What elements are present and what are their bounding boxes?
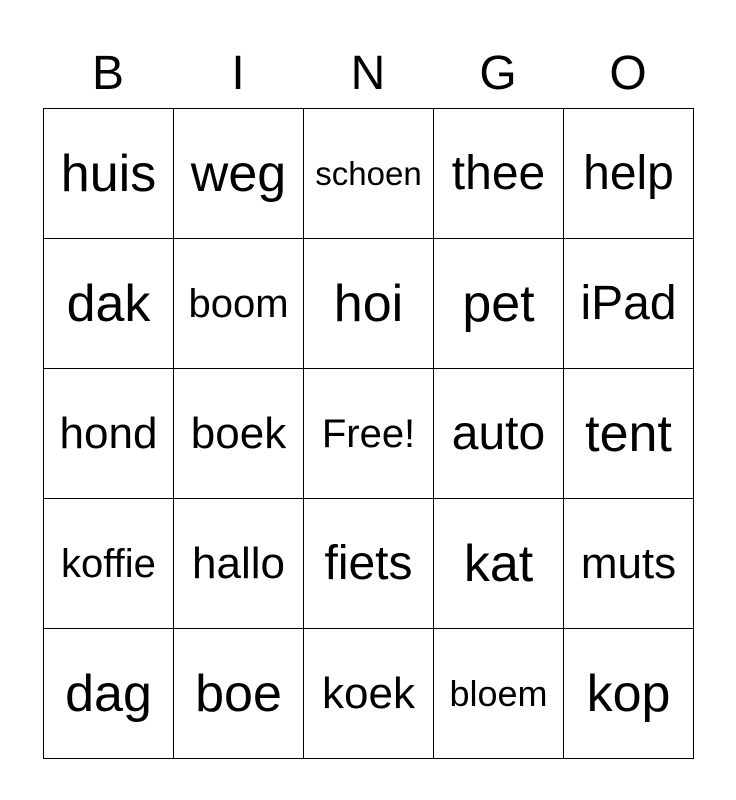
header-letter-g: G bbox=[479, 47, 517, 100]
bingo-grid bbox=[43, 108, 694, 759]
bingo-cell-r3c3-free[interactable]: Free! bbox=[304, 369, 434, 499]
bingo-cell-r2c2[interactable]: boom bbox=[174, 239, 304, 369]
bingo-cell-r3c5[interactable]: tent bbox=[564, 369, 694, 499]
bingo-cell-r5c2[interactable]: boe bbox=[174, 629, 304, 759]
bingo-cell-r1c4[interactable]: thee bbox=[434, 109, 564, 239]
bingo-cell-r1c3[interactable]: schoen bbox=[304, 109, 434, 239]
header-letter-i: I bbox=[231, 47, 245, 100]
bingo-cell-r3c2[interactable]: boek bbox=[174, 369, 304, 499]
bingo-cell-r1c2[interactable]: weg bbox=[174, 109, 304, 239]
bingo-cell-r3c1[interactable]: hond bbox=[44, 369, 174, 499]
bingo-cell-r1c1[interactable]: huis bbox=[44, 109, 174, 239]
bingo-cell-r5c1[interactable]: dag bbox=[44, 629, 174, 759]
bingo-cell-r5c3[interactable]: koek bbox=[304, 629, 434, 759]
bingo-cell-r4c4[interactable]: kat bbox=[434, 499, 564, 629]
header-letter-o: O bbox=[609, 47, 647, 100]
bingo-cell-r5c4[interactable]: bloem bbox=[434, 629, 564, 759]
header-letter-n: N bbox=[350, 47, 386, 100]
bingo-cell-r1c5[interactable]: help bbox=[564, 109, 694, 239]
bingo-cell-r4c5[interactable]: muts bbox=[564, 499, 694, 629]
bingo-cell-r5c5[interactable]: kop bbox=[564, 629, 694, 759]
bingo-cell-r4c2[interactable]: hallo bbox=[174, 499, 304, 629]
bingo-cell-r2c5[interactable]: iPad bbox=[564, 239, 694, 369]
bingo-cell-r2c3[interactable]: hoi bbox=[304, 239, 434, 369]
bingo-cell-r3c4[interactable]: auto bbox=[434, 369, 564, 499]
bingo-cell-r4c1[interactable]: koffie bbox=[44, 499, 174, 629]
bingo-cell-r2c4[interactable]: pet bbox=[434, 239, 564, 369]
bingo-cell-r2c1[interactable]: dak bbox=[44, 239, 174, 369]
bingo-cell-r4c3[interactable]: fiets bbox=[304, 499, 434, 629]
bingo-card bbox=[43, 40, 694, 759]
header-letter-b: B bbox=[91, 47, 124, 100]
bingo-header bbox=[43, 40, 694, 108]
